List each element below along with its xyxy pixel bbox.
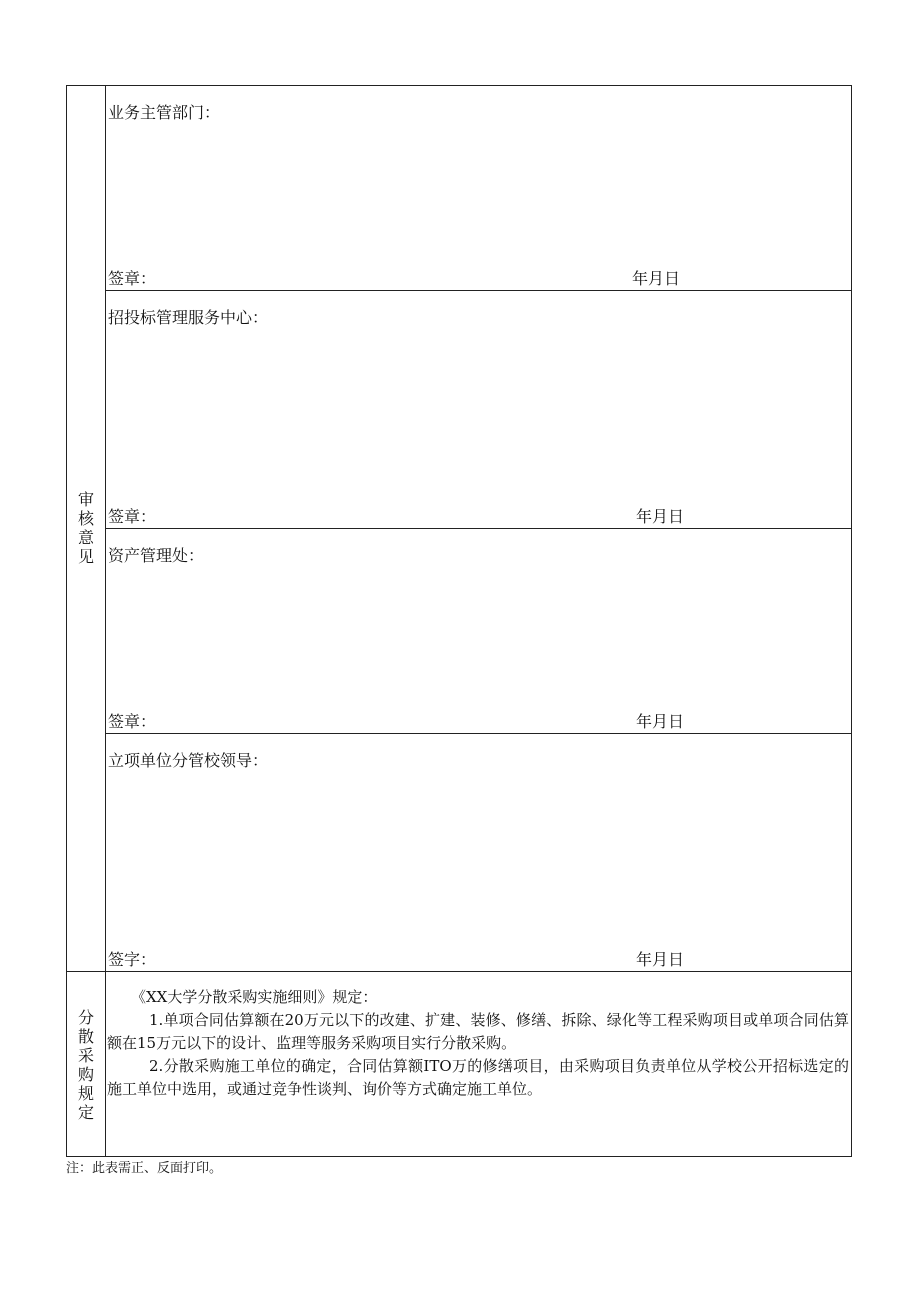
section-title: 立项单位分管校领导： xyxy=(108,751,269,770)
date-label: 年月日 xyxy=(636,712,685,731)
regulation-side-cell xyxy=(67,971,106,1156)
regulation-item: 2.分散采购施工单位的确定，合同估算额ITO万的修缮项目，由采购项目负责单位从学校公开招标选定的施工单位中选用，或通过竞争性谈判、询价等方式确定施工单位。 xyxy=(107,1057,849,1098)
regulation-title: 《XX大学分散采购实施细则》规定： xyxy=(131,988,378,1006)
sign-label: 签字： xyxy=(108,950,157,969)
sign-label: 签章： xyxy=(108,507,157,526)
review-section-school-leader xyxy=(106,734,851,971)
date-label: 年月日 xyxy=(632,269,681,288)
review-section-asset-office xyxy=(106,529,851,734)
section-title: 招投标管理服务中心： xyxy=(108,308,269,327)
date-label: 年月日 xyxy=(636,950,685,969)
review-side-label: 审核意见 xyxy=(77,490,94,566)
review-section-business-dept xyxy=(106,86,851,291)
review-side-cell xyxy=(67,86,106,971)
regulation-text xyxy=(107,986,849,1101)
section-title: 业务主管部门： xyxy=(108,103,221,122)
sign-label: 签章： xyxy=(108,269,157,288)
regulation-divider xyxy=(67,971,851,972)
date-label: 年月日 xyxy=(636,507,685,526)
print-note: 注：此表需正、反面打印。 xyxy=(66,1161,223,1176)
review-section-bidding-center xyxy=(106,291,851,529)
sign-label: 签章： xyxy=(108,712,157,731)
approval-form-table xyxy=(66,85,852,1157)
section-title: 资产管理处： xyxy=(108,546,205,565)
regulation-side-label: 分散采购规定 xyxy=(77,1008,94,1122)
regulation-item: 1.单项合同估算额在20万元以下的改建、扩建、装修、修缮、拆除、绿化等工程采购项目或单项合同估算额在15万元以下的设计、监理等服务采购项目实行分散采购。 xyxy=(107,1011,849,1052)
